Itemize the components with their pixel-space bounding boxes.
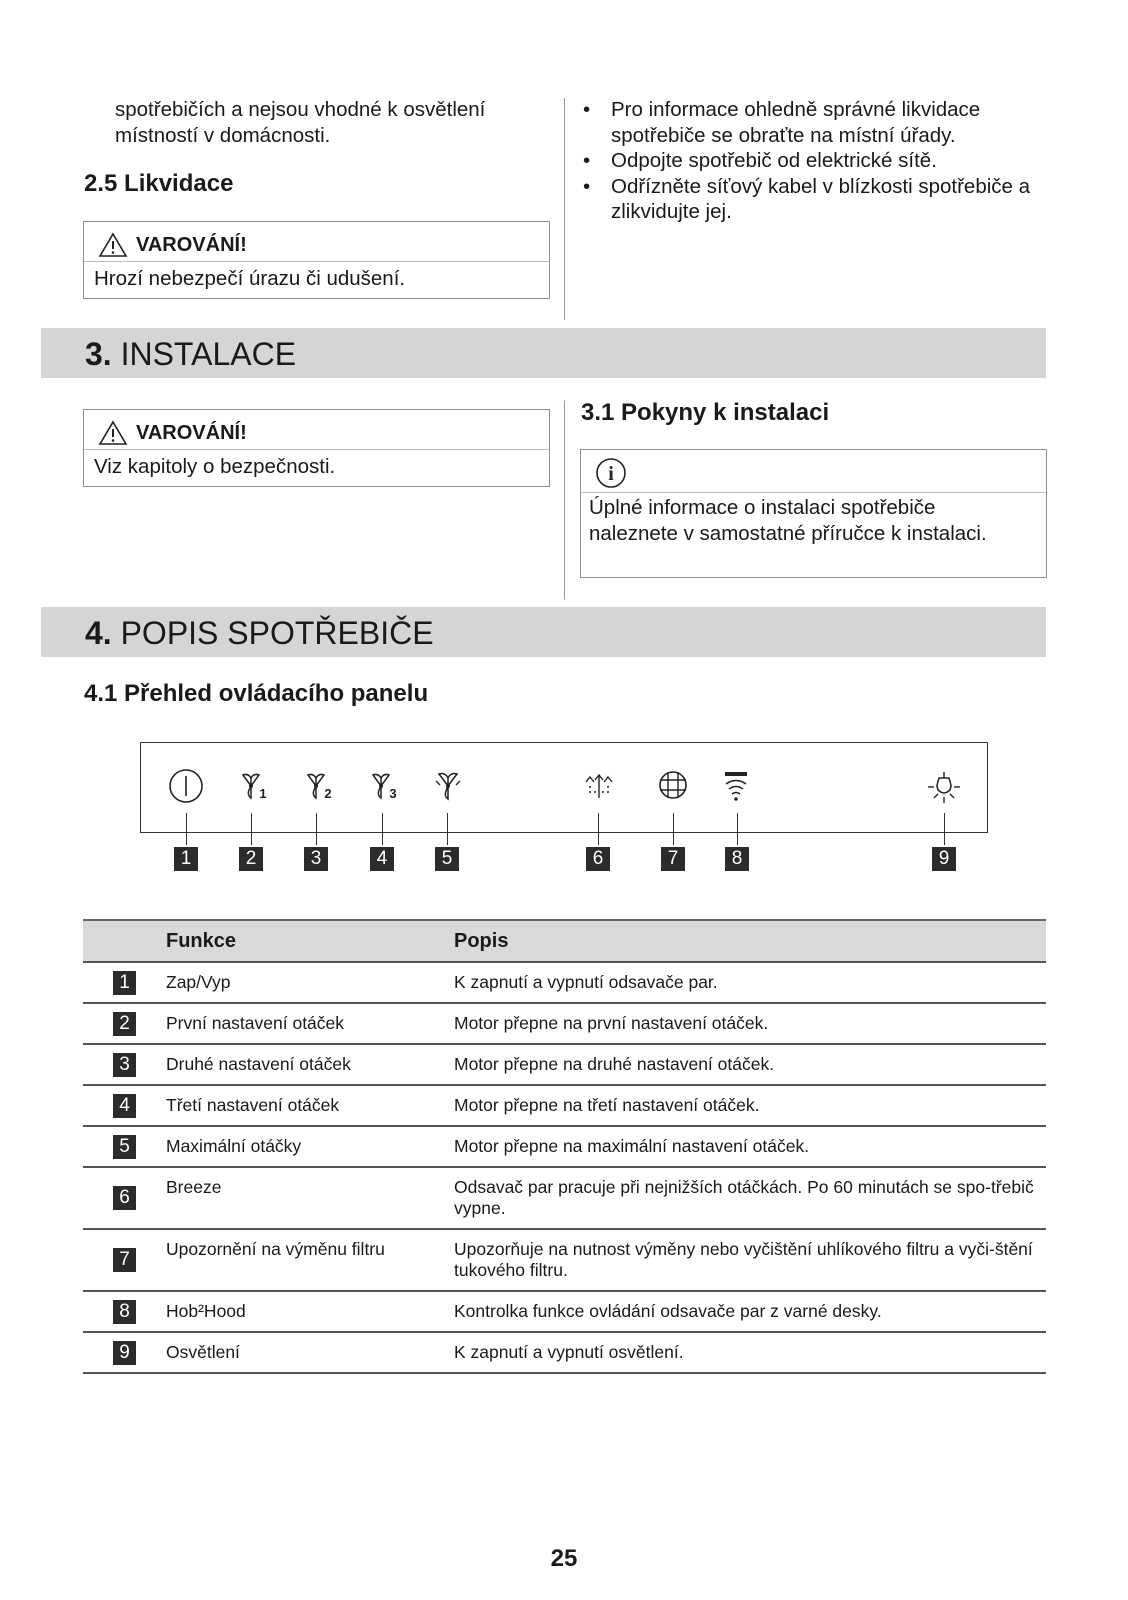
popis-cell: Motor přepne na maximální nastavení otáček. (454, 1126, 1046, 1167)
disposal-warning-box (83, 221, 550, 299)
popis-cell: Kontrolka funkce ovládání odsavače par z varné desky. (454, 1291, 1046, 1332)
table-row (83, 1167, 1046, 1229)
info-text: Úplné informace o instalaci spotřebiče naleznete v samostatné příručce k instalaci. (589, 496, 987, 545)
list-item: • Odpojte spotřebič od elektrické sítě. (565, 148, 1045, 174)
hob2hood-icon (719, 768, 753, 804)
row-number: 3 (113, 1053, 136, 1077)
row-number: 4 (113, 1094, 136, 1118)
row-number-cell (83, 1167, 166, 1229)
callout-leader (251, 813, 252, 845)
fan-subscript: 3 (389, 786, 397, 801)
popis-cell: K zapnutí a vypnutí odsavače par. (454, 962, 1046, 1003)
column-header-funkce: Funkce (166, 920, 454, 962)
row-number: 8 (113, 1300, 136, 1324)
section-4-title-text: POPIS SPOTŘEBIČE (120, 615, 434, 651)
table-header-row (83, 920, 1046, 962)
funkce-cell: Osvětlení (166, 1332, 454, 1373)
table-row (83, 962, 1046, 1003)
popis-cell: Upozorňuje na nutnost výměny nebo vyčištění uhlíkového filtru a vyči-štění tukového filtru. (454, 1229, 1046, 1291)
section-2-5-heading: 2.5 Likvidace (84, 170, 234, 197)
warning-header (98, 232, 247, 258)
light-icon (925, 768, 963, 806)
funkce-cell: Druhé nastavení otáček (166, 1044, 454, 1085)
filter-grid-icon (656, 768, 690, 802)
page-number: 25 (550, 1545, 578, 1572)
table-row (83, 1044, 1046, 1085)
callout-leader (382, 813, 383, 845)
svg-text:i: i (608, 463, 614, 485)
section-3-1-heading: 3.1 Pokyny k instalaci (581, 399, 830, 426)
section-3-number: 3. (85, 336, 112, 372)
warning-triangle-icon (98, 232, 128, 258)
callout-number: 9 (932, 847, 956, 871)
row-number-cell (83, 1085, 166, 1126)
warning-separator (84, 261, 549, 262)
section-4-bar (41, 607, 1046, 657)
callout-leader (598, 813, 599, 845)
row-number-cell (83, 1332, 166, 1373)
column-header-number (83, 920, 166, 962)
callout-number: 1 (174, 847, 198, 871)
row-number: 1 (113, 971, 136, 995)
info-separator (581, 492, 1046, 493)
funkce-cell: Upozornění na výměnu filtru (166, 1229, 454, 1291)
callout-leader (447, 813, 448, 845)
breeze-icon (581, 768, 617, 804)
callout-number: 2 (239, 847, 263, 871)
popis-cell: Motor přepne na první nastavení otáček. (454, 1003, 1046, 1044)
funkce-cell: Breeze (166, 1167, 454, 1229)
funkce-cell: Třetí nastavení otáček (166, 1085, 454, 1126)
section-3-title (85, 336, 296, 373)
warning-triangle-icon (98, 420, 128, 446)
section-3-bar (41, 328, 1046, 378)
popis-cell: Motor přepne na druhé nastavení otáček. (454, 1044, 1046, 1085)
disposal-bullet-list (565, 97, 1045, 225)
installation-info-box (580, 449, 1047, 578)
callout-number: 8 (725, 847, 749, 871)
row-number-cell (83, 1229, 166, 1291)
fan-speed-3-icon (366, 768, 402, 804)
warning-title: VAROVÁNÍ! (136, 233, 247, 256)
installation-warning-box (83, 409, 550, 487)
function-table (83, 919, 1046, 1374)
continued-text-line-1: spotřebičích a nejsou vhodné k osvětlení (115, 98, 486, 121)
callout-leader (737, 813, 738, 845)
table-row (83, 1085, 1046, 1126)
funkce-cell: První nastavení otáček (166, 1003, 454, 1044)
funkce-cell: Zap/Vyp (166, 962, 454, 1003)
section-4-number: 4. (85, 615, 112, 651)
fan-subscript: 2 (324, 786, 332, 801)
warning-header (98, 420, 247, 446)
row-number: 7 (113, 1248, 136, 1272)
table-row (83, 1332, 1046, 1373)
fan-subscript: 1 (259, 786, 267, 801)
row-number: 9 (113, 1341, 136, 1365)
row-number-cell (83, 1003, 166, 1044)
row-number: 2 (113, 1012, 136, 1036)
column-divider (564, 401, 565, 599)
callout-leader (186, 813, 187, 845)
power-icon (168, 768, 204, 804)
popis-cell: K zapnutí a vypnutí osvětlení. (454, 1332, 1046, 1373)
warning-separator (84, 449, 549, 450)
row-number-cell (83, 1291, 166, 1332)
callout-number: 6 (586, 847, 610, 871)
column-header-popis: Popis (454, 920, 1046, 962)
warning-text: Hrozí nebezpečí úrazu či udušení. (94, 267, 406, 290)
callout-leader (673, 813, 674, 845)
table-row (83, 1229, 1046, 1291)
row-number: 5 (113, 1135, 136, 1159)
table-row (83, 1126, 1046, 1167)
row-number-cell (83, 1126, 166, 1167)
row-number-cell (83, 962, 166, 1003)
popis-cell: Odsavač par pracuje při nejnižších otáčkách. Po 60 minutách se spo-třebič vypne. (454, 1167, 1046, 1229)
funkce-cell: Maximální otáčky (166, 1126, 454, 1167)
callout-number: 3 (304, 847, 328, 871)
section-3-title-text: INSTALACE (120, 336, 297, 372)
callout-leader (944, 813, 945, 845)
continued-text-line-2: místností v domácnosti. (115, 124, 331, 147)
fan-speed-2-icon (301, 768, 337, 804)
warning-text: Viz kapitoly o bezpečnosti. (94, 455, 336, 478)
funkce-cell: Hob²Hood (166, 1291, 454, 1332)
section-4-1-heading: 4.1 Přehled ovládacího panelu (84, 680, 429, 707)
fan-speed-1-icon (236, 768, 272, 804)
popis-cell: Motor přepne na třetí nastavení otáček. (454, 1085, 1046, 1126)
callout-number: 7 (661, 847, 685, 871)
callout-number: 4 (370, 847, 394, 871)
callout-number: 5 (435, 847, 459, 871)
row-number: 6 (113, 1186, 136, 1210)
list-item: • Pro informace ohledně správné likvidace spotřebiče se obraťte na místní úřady. (565, 97, 1045, 148)
list-item: • Odřízněte síťový kabel v blízkosti spotřebiče a zlikvidujte jej. (565, 174, 1045, 225)
info-icon (595, 457, 627, 489)
warning-title: VAROVÁNÍ! (136, 421, 247, 444)
table-row (83, 1291, 1046, 1332)
callout-leader (316, 813, 317, 845)
section-4-title (85, 615, 434, 652)
fan-max-icon (430, 768, 466, 804)
table-row (83, 1003, 1046, 1044)
row-number-cell (83, 1044, 166, 1085)
